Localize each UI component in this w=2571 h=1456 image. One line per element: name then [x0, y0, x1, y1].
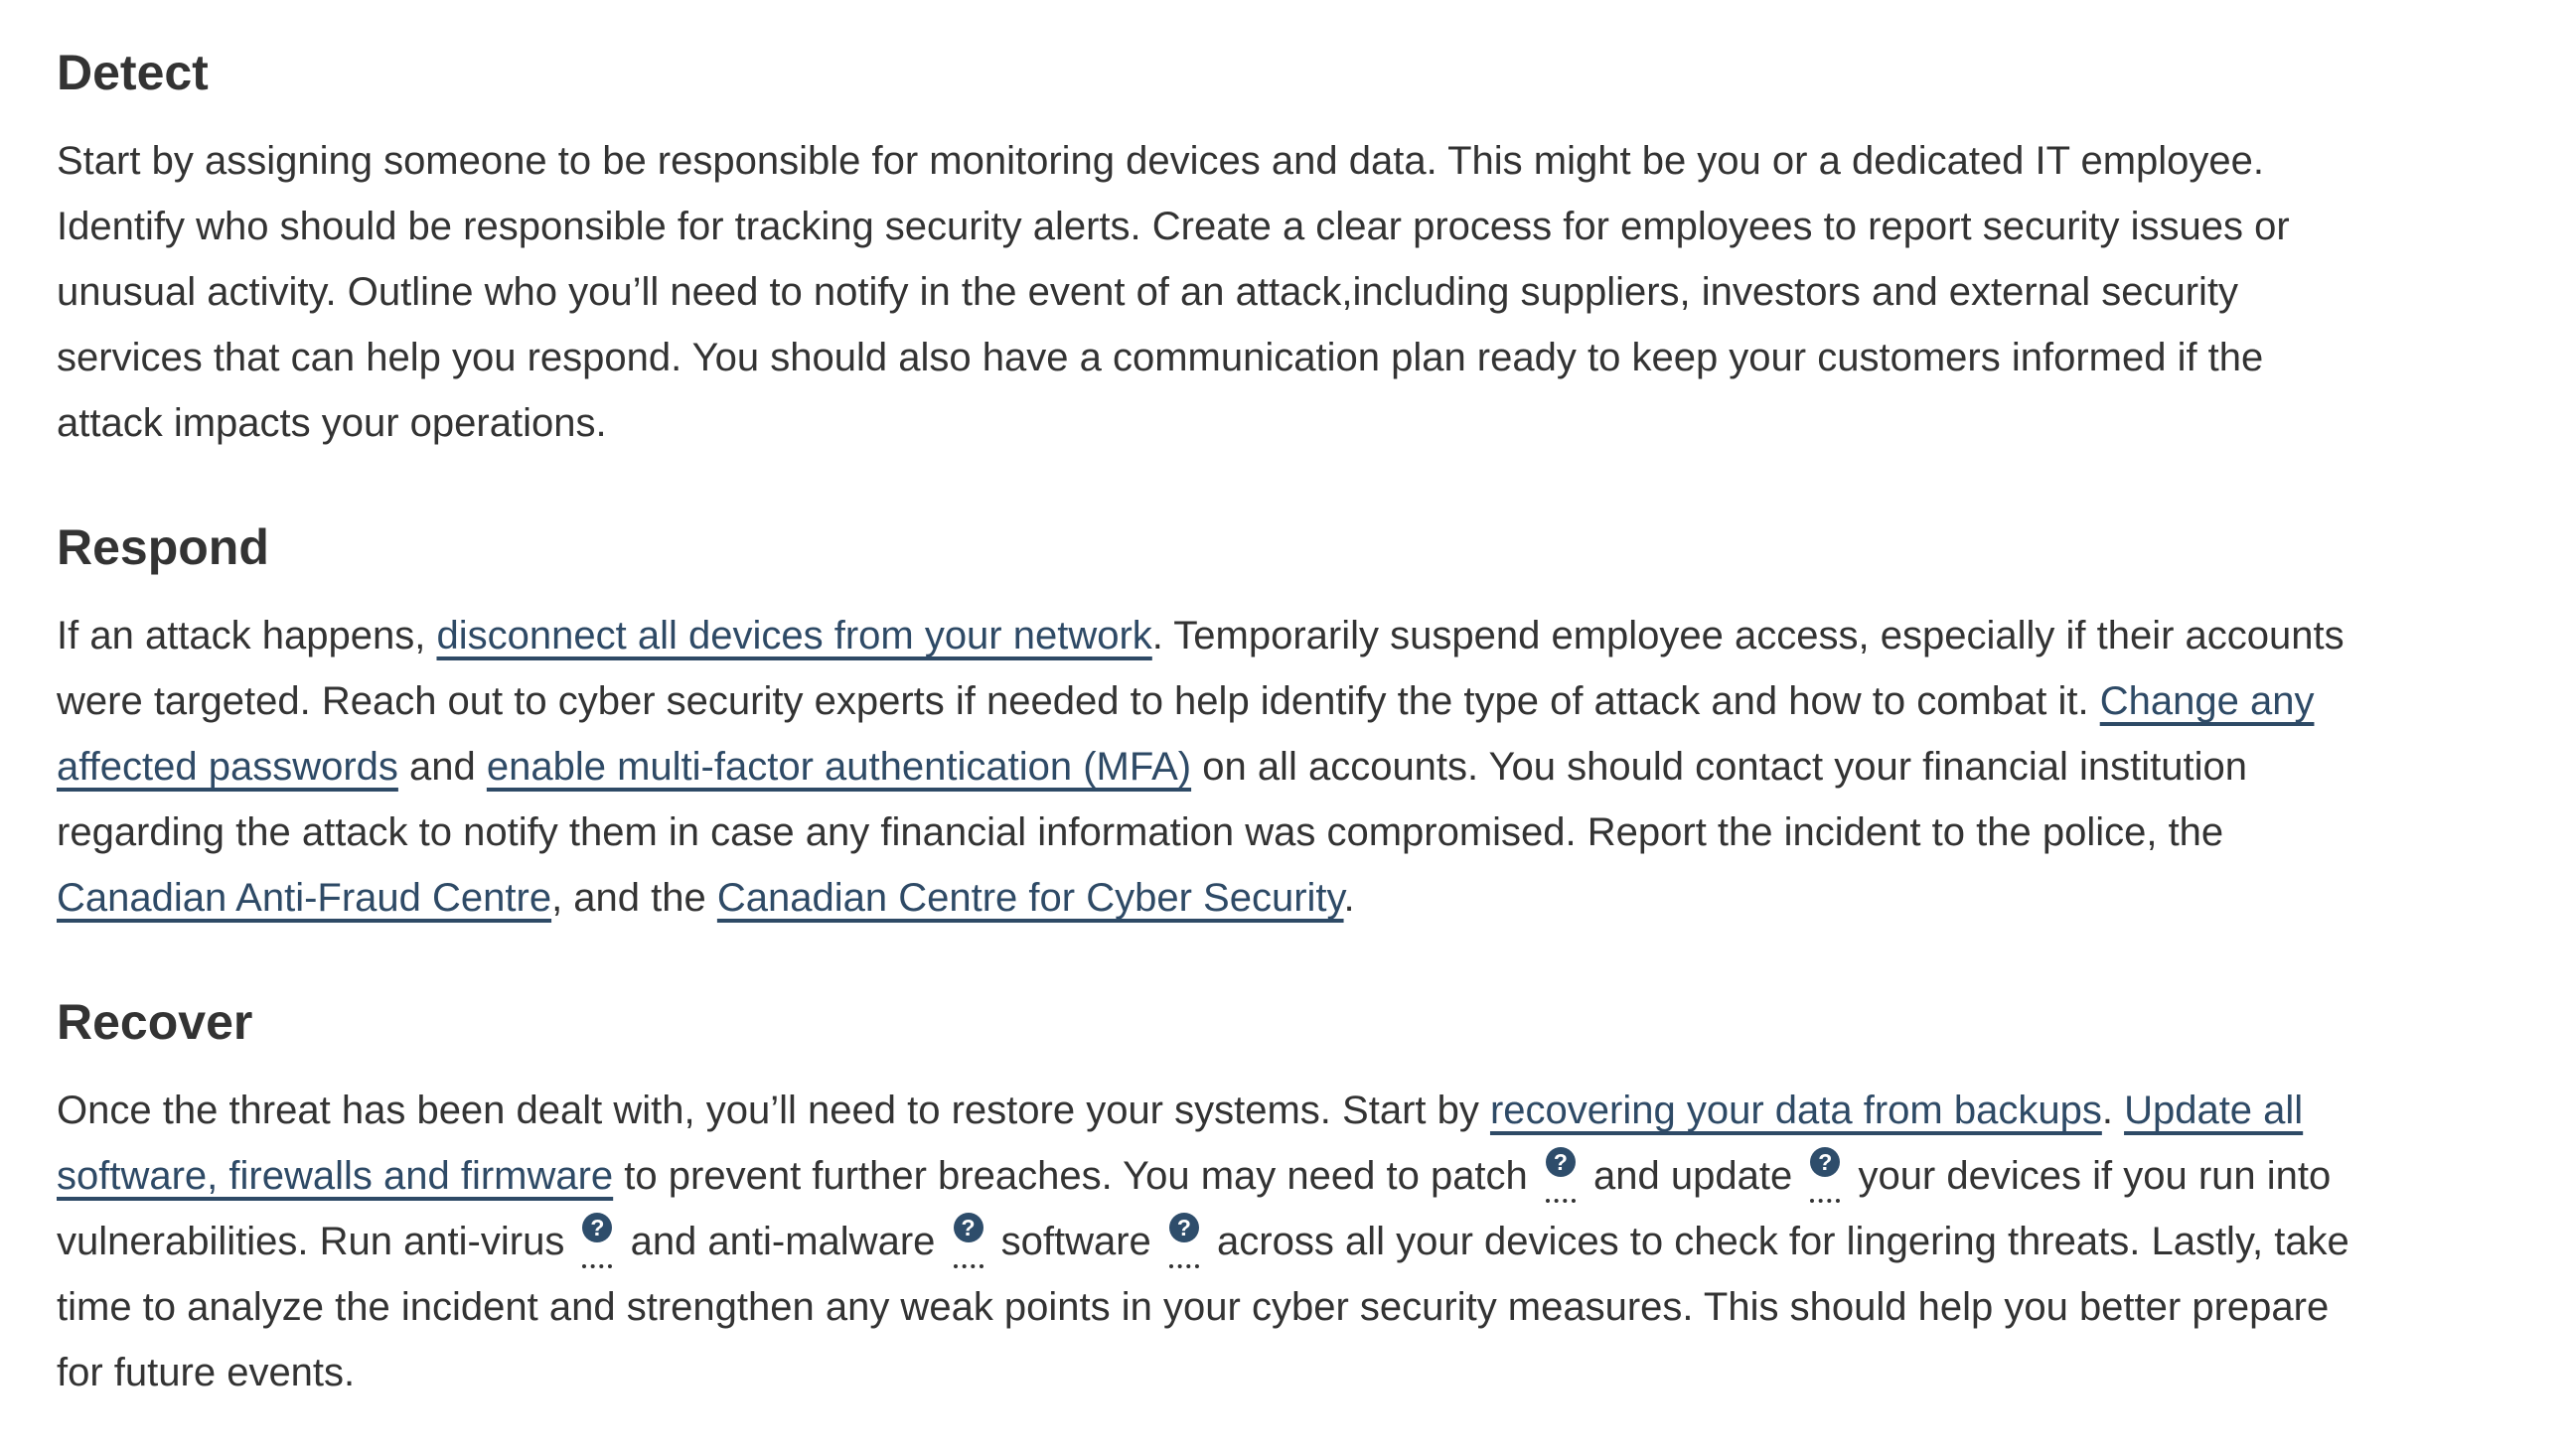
text-run: on all accounts. You should contact your financial institution regarding the attack to notify them in case any financial information was compromised. Report the incident to the police, the — [57, 745, 2248, 854]
paragraph-recover — [57, 1078, 2349, 1405]
section-respond — [57, 519, 2349, 931]
heading-respond: Respond — [57, 519, 269, 575]
glossary-update-button[interactable] — [1808, 1147, 1842, 1203]
link-canadian-centre-for-cyber-security[interactable]: Canadian Centre for Cyber Security — [716, 876, 1344, 920]
text-run: Once the threat has been dealt with, you’ll need to restore your systems. Start by — [57, 1089, 1490, 1132]
text-run: and — [397, 745, 487, 789]
link-recovering-your-data-from-backups[interactable]: recovering your data from backups — [1489, 1089, 2102, 1132]
link-enable-multi-factor-authentication-mfa[interactable]: enable multi-factor authentication (MFA) — [486, 745, 1192, 789]
text-run: and anti-malware — [619, 1220, 947, 1263]
paragraph-respond — [57, 603, 2349, 931]
section-detect — [57, 45, 2349, 456]
text-run: across all your devices to check for lingering threats. Lastly, take time to analyze the incident and strengthen any weak points in your cyber security measures. This should help you better prepare for future events. — [57, 1220, 2349, 1394]
glossary-anti-virus-button[interactable] — [580, 1213, 614, 1268]
content — [57, 45, 2349, 1405]
section-recover — [57, 994, 2349, 1405]
link-canadian-anti-fraud-centre[interactable]: Canadian Anti-Fraud Centre — [57, 876, 552, 920]
question-mark-icon: ? — [582, 1213, 612, 1242]
link-update-all-software-firewalls-and-firmware[interactable]: Update all software, firewalls and firmware — [57, 1089, 2304, 1198]
text-run: your devices if you run into vulnerabilities. Run anti-virus — [57, 1154, 2332, 1263]
text-run: software — [989, 1220, 1162, 1263]
paragraph-detect — [57, 128, 2349, 456]
text-run: to prevent further breaches. You may need to patch — [613, 1154, 1539, 1198]
text-run: If an attack happens, — [57, 614, 437, 657]
text-run: and update — [1582, 1154, 1804, 1198]
text-run: Start by assigning someone to be responsible for monitoring devices and data. This might be you or a dedicated IT employee. Identify who should be responsible for tracking security alerts. Create a clear process for employees to report security issues or unusual activity. Outline who you’ll need to notify in the event of an attack,including suppliers, investors and external security services that can help you respond. You should also have a communication plan ready to keep your customers informed if the attack impacts your operations. — [57, 139, 2290, 445]
glossary-patch-button[interactable] — [1544, 1147, 1578, 1203]
text-run: . — [2101, 1089, 2125, 1132]
question-mark-icon: ? — [1546, 1147, 1576, 1177]
heading-recover: Recover — [57, 994, 253, 1050]
link-change-any-affected-passwords[interactable]: Change any affected passwords — [57, 679, 2315, 789]
text-run: . Temporarily suspend employee access, especially if their accounts were targeted. Reach out to cyber security experts if needed to help identify the type of attack and how to combat it. — [57, 614, 2344, 723]
heading-detect: Detect — [57, 45, 209, 100]
glossary-software-button[interactable] — [1167, 1213, 1201, 1268]
question-mark-icon: ? — [954, 1213, 983, 1242]
link-disconnect-all-devices-from-your-network[interactable]: disconnect all devices from your network — [436, 614, 1152, 657]
question-mark-icon: ? — [1169, 1213, 1199, 1242]
text-run: . — [1343, 876, 1355, 920]
text-run: , and the — [551, 876, 717, 920]
glossary-anti-malware-button[interactable] — [952, 1213, 985, 1268]
question-mark-icon: ? — [1810, 1147, 1840, 1177]
